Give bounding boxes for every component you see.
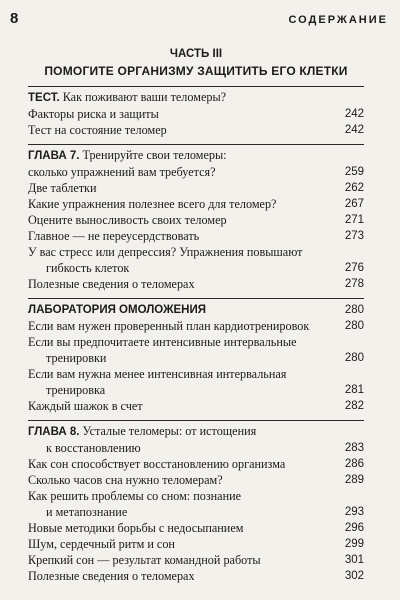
toc-entry [28,552,364,568]
part-number: ЧАСТЬ III [169,48,223,60]
toc-page-number: 302 [344,570,364,582]
toc-entry [28,301,364,318]
toc-entry [28,228,364,244]
toc-entry-title: Шум, сердечный ритм и сон [28,537,175,551]
toc-entry [28,520,364,536]
toc-section [28,423,364,584]
toc-page-number: 282 [344,400,364,412]
toc-entry-label: ГЛАВА 8. [28,426,80,438]
toc-entry-text [28,568,338,584]
toc-entry-label: ГЛАВА 7. [28,150,80,162]
toc-entry [28,260,364,276]
toc-entry-title: Как сон способствует восстановлению организма [28,457,286,471]
toc-entry-label: ТЕСТ. [28,92,60,104]
section-divider [28,420,364,421]
toc-page-number: 267 [344,198,364,210]
toc-entry [28,472,364,488]
toc-page-number: 280 [344,320,364,332]
toc-entry-text [28,301,338,318]
toc-entry [28,122,364,138]
page-header [10,10,388,32]
toc-entry-text [28,456,338,472]
toc-entry-title: гибкость клеток [46,261,130,275]
toc-page-number: 301 [344,554,364,566]
toc-entry-text [28,472,338,488]
toc-entry-text [28,276,338,292]
toc-entry-title: Если вам нужен проверенный план кардиотренировок [28,319,310,333]
toc-entry-title: Сколько часов сна нужно теломерам? [28,473,223,487]
section-divider [28,298,364,299]
toc-entry-title: Полезные сведения о теломерах [28,277,195,291]
toc-entry [28,147,364,164]
toc-entry-title: Новые методики борьбы с недосыпанием [28,521,244,535]
toc-entry-text [28,398,338,414]
toc-entry-text [28,212,338,228]
toc-entry-text [28,488,338,504]
toc-entry [28,350,364,366]
toc-entry-title: тренировки [46,351,107,365]
table-of-contents [28,86,364,584]
toc-entry-title: Факторы риска и защиты [28,107,159,121]
toc-entry [28,366,364,382]
toc-entry-text [28,147,338,164]
toc-entry-text [28,244,338,260]
toc-entry-title: Оцените выносливость своих теломер [28,213,227,227]
toc-entry-text [28,536,338,552]
toc-entry-text [28,520,338,536]
toc-page-number: 262 [344,182,364,194]
toc-entry [28,398,364,414]
toc-entry-title: к восстановлению [46,441,141,455]
toc-page-number: 296 [344,522,364,534]
toc-entry-text [28,260,338,276]
toc-entry-title: Крепкий сон — результат командной работы [28,553,261,567]
toc-page-number: 293 [344,506,364,518]
toc-entry-title: У вас стресс или депрессия? Упражнения повышают [28,245,303,259]
toc-section [28,147,364,292]
toc-entry [28,318,364,334]
toc-page-number: 278 [344,278,364,290]
section-divider [28,144,364,145]
toc-entry-title: Как поживают ваши теломеры? [59,90,227,104]
toc-entry-title: Если вы предпочитаете интенсивные интервальные [28,335,297,349]
toc-entry-title: и метапознание [46,505,128,519]
toc-page-number: 283 [344,442,364,454]
toc-page-number: 280 [344,304,364,316]
toc-entry-text [28,350,338,366]
toc-entry-label: ЛАБОРАТОРИЯ ОМОЛОЖЕНИЯ [28,304,207,316]
part-heading [28,46,364,80]
toc-page-number: 280 [344,352,364,364]
toc-entry [28,334,364,350]
toc-entry-title: Тренируйте свои теломеры: [79,148,227,162]
toc-page-number: 276 [344,262,364,274]
toc-entry [28,423,364,440]
toc-page-number: 271 [344,214,364,226]
toc-entry [28,440,364,456]
toc-entry-title: Усталые теломеры: от истощения [79,424,257,438]
toc-entry [28,456,364,472]
toc-page-number: 259 [344,166,364,178]
toc-entry [28,504,364,520]
toc-page-number: 242 [344,108,364,120]
toc-entry-text [28,228,338,244]
toc-page-number: 289 [344,474,364,486]
toc-page-number: 299 [344,538,364,550]
toc-entry [28,89,364,106]
toc-entry-text [28,334,338,350]
toc-entry-text [28,164,338,180]
toc-entry-text [28,440,338,456]
toc-entry-text [28,106,338,122]
toc-page-number: 281 [344,384,364,396]
toc-entry-title: Какие упражнения полезнее всего для теломер? [28,197,277,211]
toc-entry-title: Тест на состояние теломер [28,123,167,137]
toc-entry-title: Главное — не переусердствовать [28,229,200,243]
section-divider [28,86,364,87]
toc-entry-text [28,122,338,138]
toc-page-number: 273 [344,230,364,242]
toc-entry-text [28,180,338,196]
toc-entry [28,164,364,180]
toc-entry-text [28,423,338,440]
toc-entry [28,488,364,504]
toc-entry-title: тренировка [46,383,106,397]
toc-section [28,89,364,138]
toc-entry-text [28,196,338,212]
toc-entry-text [28,382,338,398]
toc-page-number: 286 [344,458,364,470]
toc-entry [28,536,364,552]
toc-entry [28,196,364,212]
toc-entry-title: Если вам нужна менее интенсивная интервальная [28,367,287,381]
toc-entry [28,568,364,584]
toc-section [28,301,364,414]
toc-entry-title: Каждый шажок в счет [28,399,143,413]
toc-entry-text [28,504,338,520]
toc-entry-text [28,89,338,106]
toc-entry-title: Две таблетки [28,181,97,195]
part-title: ПОМОГИТЕ ОРГАНИЗМУ ЗАЩИТИТЬ ЕГО КЛЕТКИ [44,64,348,78]
toc-entry-text [28,366,338,382]
toc-page-number: 242 [344,124,364,136]
toc-entry [28,276,364,292]
running-head: СОДЕРЖАНИЕ [288,14,388,26]
toc-entry-text [28,318,338,334]
page-number: 8 [10,10,19,27]
toc-entry [28,180,364,196]
toc-entry-title: сколько упражнений вам требуется? [28,165,216,179]
toc-entry-title: Как решить проблемы со сном: познание [28,489,242,503]
toc-entry-title: Полезные сведения о теломерах [28,569,195,583]
toc-entry [28,106,364,122]
toc-entry [28,244,364,260]
toc-entry [28,212,364,228]
toc-entry-text [28,552,338,568]
toc-entry [28,382,364,398]
